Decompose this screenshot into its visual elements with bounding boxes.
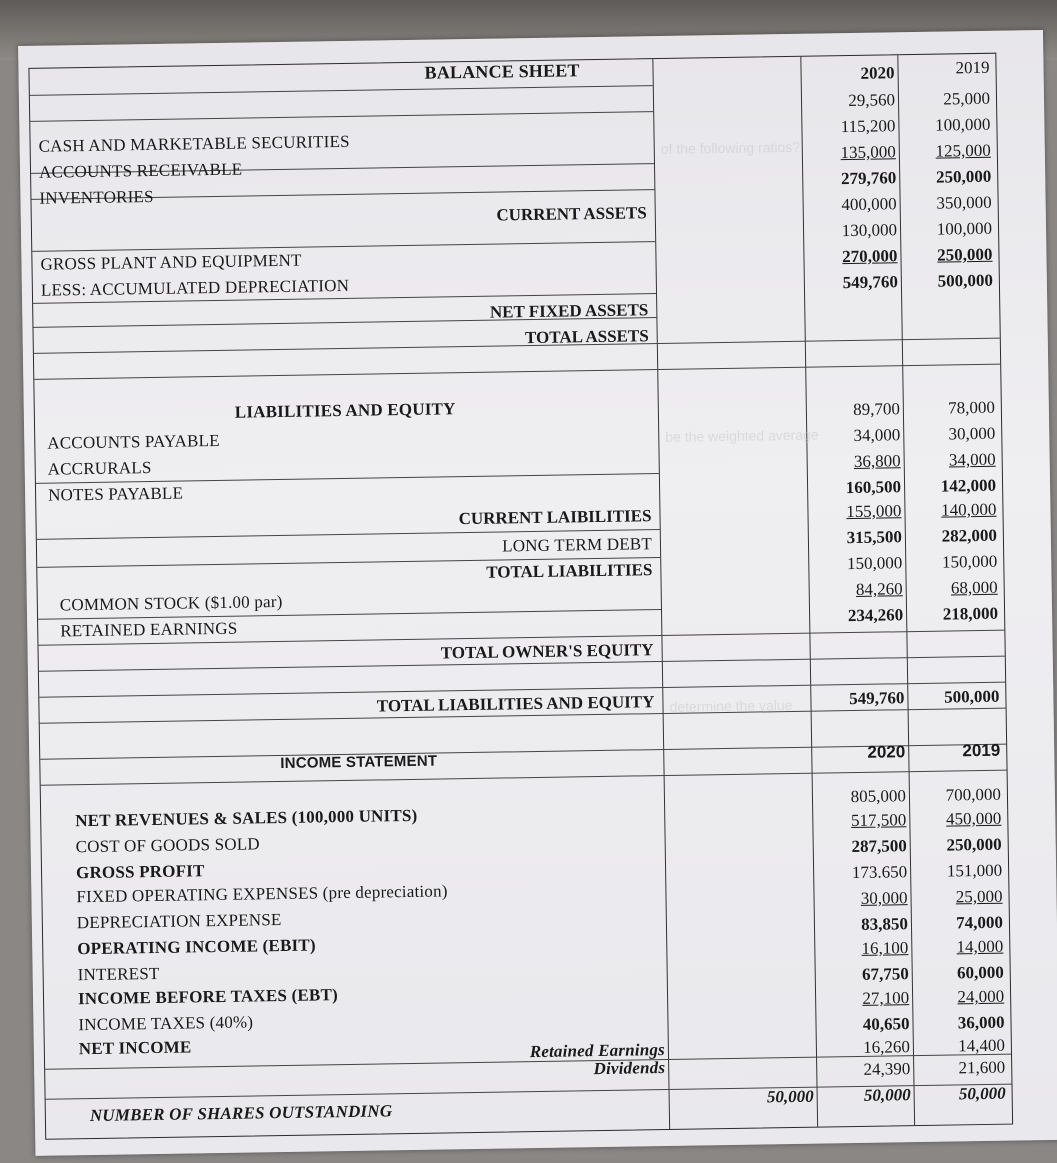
- value-2020: 549,760: [842, 272, 899, 293]
- value-2019: 100,000: [935, 114, 991, 135]
- value-2019: 125,000: [935, 140, 991, 161]
- row-label: INVENTORIES: [39, 186, 154, 208]
- row-label: NET REVENUES & SALES (100,000 UNITS): [75, 805, 418, 831]
- value-2019: 21,600: [958, 1057, 1006, 1078]
- value-2019: 36,000: [957, 1012, 1005, 1033]
- value-2020: 400,000: [841, 194, 897, 215]
- value-2019: 250,000: [946, 834, 1002, 855]
- value-2020: 160,500: [845, 477, 902, 498]
- value-2020: 83,850: [861, 914, 909, 934]
- year-2020: 2020: [860, 63, 895, 83]
- value-2019: 500,000: [937, 270, 994, 291]
- value-2020: 130,000: [841, 220, 898, 241]
- row-label: TOTAL OWNER'S EQUITY: [440, 640, 654, 663]
- value-2019: 68,000: [950, 577, 998, 598]
- value-2019: 14,400: [957, 1035, 1006, 1056]
- row-label: INTEREST: [77, 963, 160, 985]
- value-2020: 29,560: [848, 90, 896, 111]
- value-2019: 14,000: [956, 936, 1004, 957]
- value-2020: 805,000: [850, 786, 907, 807]
- bleed-through-text: be the weighted average: [665, 426, 819, 445]
- value-2019: 150,000: [941, 551, 998, 572]
- row-label: CASH AND MARKETABLE SECURITIES: [38, 131, 350, 156]
- value-2019: 25,000: [955, 886, 1003, 907]
- bleed-through-text: determine the value: [669, 696, 793, 715]
- value-2020: 16,260: [862, 1037, 911, 1057]
- row-label: COST OF GOODS SOLD: [75, 834, 260, 857]
- row-label: FIXED OPERATING EXPENSES (pre depreciation): [76, 881, 448, 907]
- value-2019: 60,000: [956, 962, 1004, 983]
- value-2019: 250,000: [935, 166, 992, 187]
- value-2020: 549,760: [849, 688, 905, 709]
- value-2019: 25,000: [943, 88, 991, 109]
- row-label: INCOME BEFORE TAXES (EBT): [77, 985, 339, 1009]
- value-2020: 135,000: [840, 142, 896, 163]
- value-2020: 287,500: [851, 836, 907, 857]
- row-label: OPERATING INCOME (EBIT): [77, 935, 316, 959]
- value-2019: 50,000: [958, 1083, 1006, 1104]
- value-2020: 517,500: [850, 810, 907, 831]
- value-2019: 140,000: [941, 499, 997, 520]
- value-2020: 89,700: [852, 399, 901, 419]
- value-2020: 36,800: [853, 451, 901, 471]
- value-extra: 50,000: [766, 1086, 814, 1107]
- row-label: GROSS PROFIT: [75, 861, 205, 883]
- value-2019: 24,000: [957, 986, 1005, 1007]
- value-2020: 16,100: [861, 938, 909, 958]
- row-label: TOTAL ASSETS: [524, 326, 649, 348]
- value-2020: 30,000: [860, 888, 908, 908]
- year-2019: 2019: [955, 57, 990, 78]
- row-label: CURRENT ASSETS: [496, 203, 647, 225]
- row-label: TOTAL LIABILITIES AND EQUITY: [376, 692, 655, 716]
- row-label: ACCOUNTS PAYABLE: [47, 430, 220, 453]
- value-2020: 84,260: [855, 579, 903, 599]
- value-2020: 234,260: [847, 605, 904, 626]
- value-2020: 279,760: [840, 168, 897, 189]
- year-2020: 2020: [867, 742, 906, 762]
- row-label: LONG TERM DEBT: [501, 534, 653, 556]
- row-label: LESS: ACCUMULATED DEPRECIATION: [40, 275, 350, 300]
- value-2020: 173.650: [851, 862, 908, 883]
- row-label: NET INCOME: [78, 1037, 192, 1059]
- value-2020: 34,000: [853, 425, 901, 445]
- value-2020: 115,200: [840, 116, 896, 137]
- income-statement-title: INCOME STATEMENT: [280, 752, 438, 773]
- row-label: Dividends: [593, 1058, 666, 1079]
- row-label: CURRENT LAIBILITIES: [458, 506, 652, 529]
- value-2019: 34,000: [948, 449, 996, 470]
- value-2020: 315,500: [846, 527, 903, 548]
- value-2019: 30,000: [948, 423, 996, 444]
- row-label: ACCOUNTS RECEIVABLE: [38, 159, 243, 182]
- value-2019: 151,000: [946, 860, 1003, 881]
- value-2020: 150,000: [846, 553, 903, 574]
- value-2019: 350,000: [936, 192, 992, 213]
- document-page: [18, 30, 1057, 1156]
- value-2019: 100,000: [936, 218, 993, 239]
- value-2019: 450,000: [945, 808, 1002, 829]
- row-label: ACCRURALS: [47, 458, 152, 479]
- row-label: COMMON STOCK ($1.00 par): [59, 591, 283, 615]
- table-row: [46, 1084, 1012, 1125]
- value-2020: 27,100: [862, 988, 910, 1008]
- value-2019: 700,000: [945, 784, 1002, 805]
- row-label: GROSS PLANT AND EQUIPMENT: [40, 250, 302, 274]
- row-label: TOTAL LIABILITIES: [486, 560, 653, 582]
- value-2019: 500,000: [944, 686, 1000, 707]
- value-2020: 155,000: [846, 501, 902, 522]
- value-2020: 40,650: [862, 1014, 910, 1034]
- row-label: DEPRECIATION EXPENSE: [76, 910, 282, 933]
- liabilities-title: LIABILITIES AND EQUITY: [234, 399, 456, 422]
- balance-sheet-title: BALANCE SHEET: [424, 60, 580, 83]
- row-label: NOTES PAYABLE: [47, 483, 184, 505]
- value-2019: 74,000: [956, 912, 1004, 933]
- row-label: RETAINED EARNINGS: [60, 618, 238, 641]
- value-2020: 24,390: [863, 1059, 911, 1079]
- row-label: NUMBER OF SHARES OUTSTANDING: [89, 1101, 393, 1126]
- value-2020: 67,750: [861, 964, 909, 984]
- value-2019: 218,000: [942, 603, 999, 624]
- value-2020: 50,000: [863, 1085, 911, 1105]
- year-2019: 2019: [962, 740, 1001, 761]
- bleed-through-text: of the following ratios?: [660, 138, 801, 157]
- row-label: Retained Earnings: [529, 1040, 666, 1062]
- value-2019: 142,000: [940, 475, 997, 496]
- value-2019: 282,000: [941, 525, 998, 546]
- row-label: INCOME TAXES (40%): [78, 1012, 254, 1035]
- row-label: NET FIXED ASSETS: [489, 300, 649, 322]
- value-2019: 250,000: [937, 244, 993, 265]
- value-2020: 270,000: [842, 246, 898, 267]
- value-2019: 78,000: [947, 397, 996, 418]
- financial-table: [28, 53, 1013, 1140]
